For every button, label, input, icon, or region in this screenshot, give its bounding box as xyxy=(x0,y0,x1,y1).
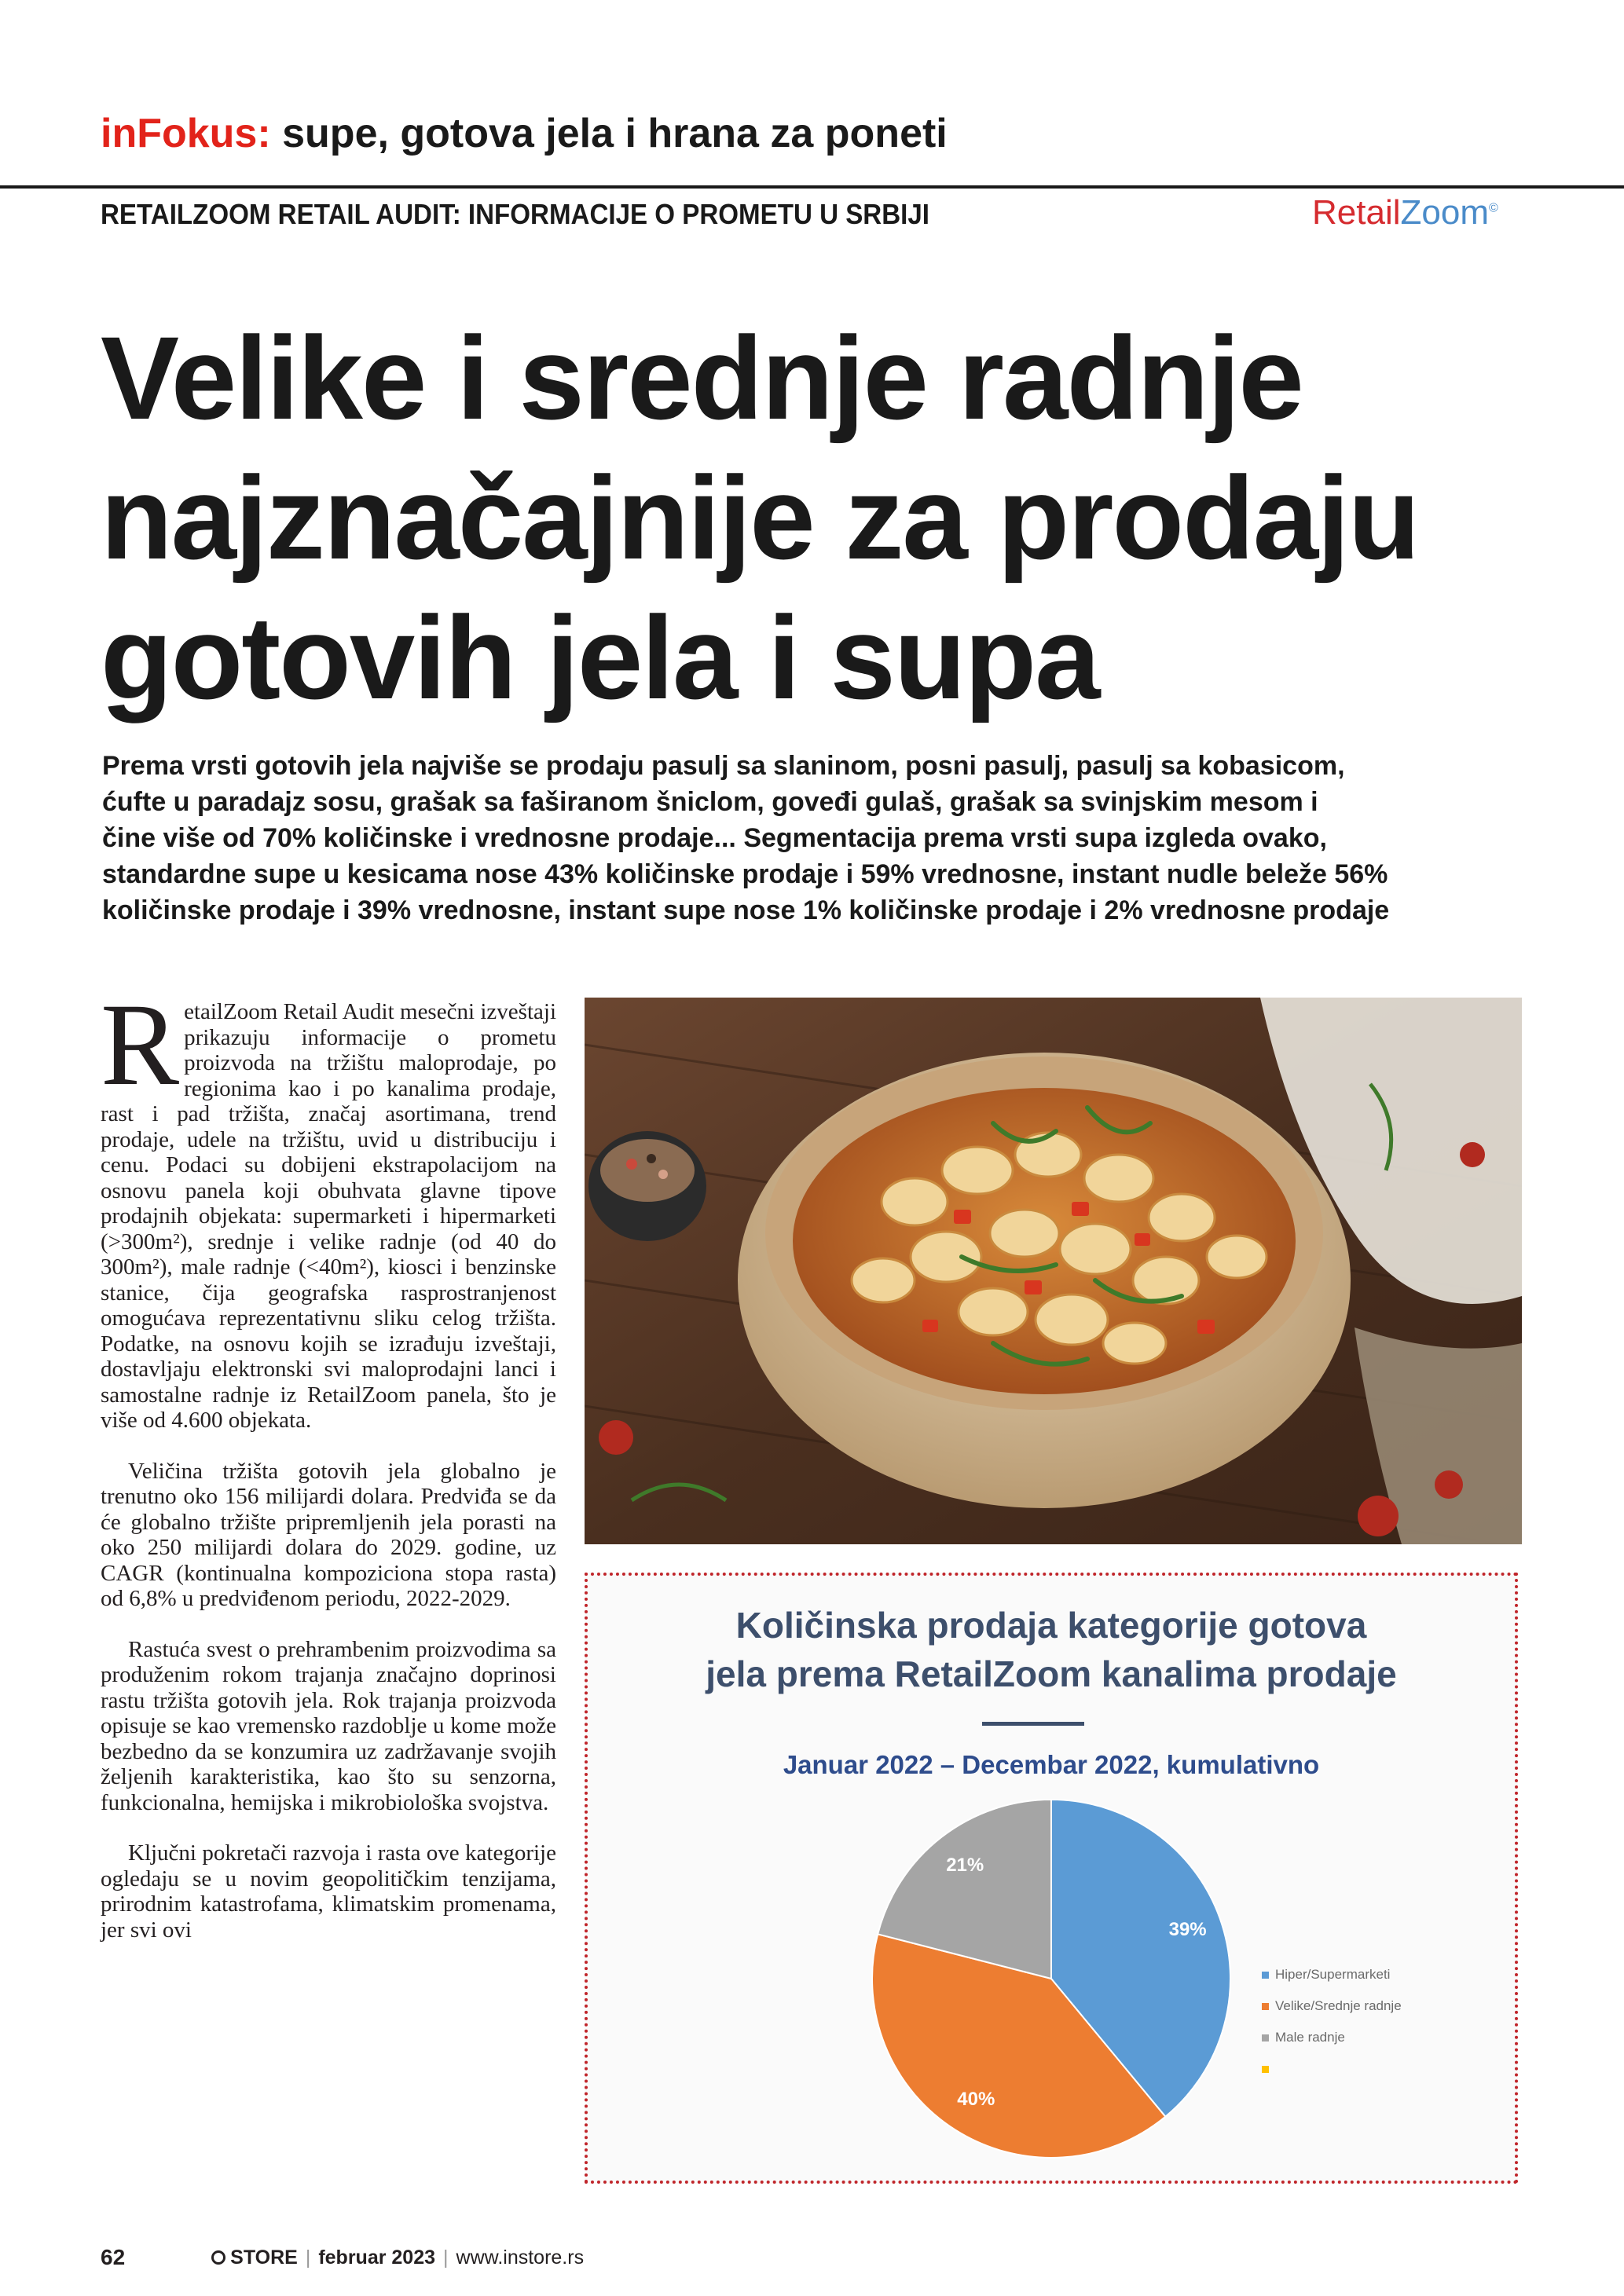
lead-line: standardne supe u kesicama nose 43% količinske prodaje i 59% vrednosne, instant nudle beleže 56% xyxy=(102,859,1388,889)
pie-slice-label: 21% xyxy=(946,1854,984,1876)
page-footer xyxy=(101,2245,584,2270)
body-column xyxy=(101,980,556,1943)
legend-swatch xyxy=(1262,2066,1269,2073)
header-rule xyxy=(0,185,1624,189)
website-link[interactable]: www.instore.rs xyxy=(456,2246,585,2269)
headline xyxy=(101,308,1562,727)
pie-slice-label: 40% xyxy=(957,2089,995,2110)
legend-swatch xyxy=(1262,1972,1269,1979)
headline-line: gotovih jela i supa xyxy=(101,591,1099,723)
kicker-topic: supe, gotova jela i hrana za poneti xyxy=(282,111,948,156)
pie-slice-label: 39% xyxy=(1168,1919,1207,1941)
legend-entry xyxy=(1262,1959,1402,1990)
legend-entry xyxy=(1262,2022,1402,2053)
lead-paragraph xyxy=(102,748,1524,928)
chart-title-line: Količinska prodaja kategorije gotova xyxy=(735,1605,1367,1646)
pie-chart-figure xyxy=(585,1573,1518,2184)
chart-title xyxy=(588,1601,1515,1698)
chart-legend xyxy=(1262,1959,1402,2085)
lead-line: čine više od 70% količinske i vrednosne prodaje... Segmentacija prema vrsti supa izgleda ovako, xyxy=(102,823,1327,853)
logo-part-zoom: Zoom xyxy=(1400,193,1489,232)
lead-line: Prema vrsti gotovih jela najviše se prodaju pasulj sa slaninom, posni pasulj, pasulj sa kobasicom, xyxy=(102,751,1345,781)
kicker-brand: inFokus: xyxy=(101,111,271,156)
drop-cap: R xyxy=(101,980,180,1110)
bean-stew-illustration xyxy=(585,998,1522,1544)
legend-entry xyxy=(1262,1990,1402,2022)
magazine-name-text: STORE xyxy=(230,2246,298,2269)
body-paragraph: Ključni pokretači razvoja i rasta ove kategorije ogledaju se u novim geopolitičkim tenzijama, prirodnim katastrofama, klimatskim promenama, jer svi ovi xyxy=(101,1840,556,1943)
legend-swatch xyxy=(1262,2003,1269,2010)
footer-separator: | xyxy=(443,2246,449,2269)
pie-label-layer xyxy=(847,1794,1256,2163)
section-kicker xyxy=(101,110,948,157)
body-paragraph xyxy=(101,980,556,1434)
logo-mark: © xyxy=(1488,201,1498,215)
logo-part-retail: Retail xyxy=(1312,193,1401,232)
footer-separator: | xyxy=(305,2246,311,2269)
page-number: 62 xyxy=(101,2245,126,2269)
legend-entry xyxy=(1262,2053,1402,2085)
body-paragraph: Veličina tržišta gotovih jela globalno je trenutno oko 156 milijardi dolara. Predviđa se da će globalno tržište pripremljenih jela porasti na oko 250 milijardi dolara do 2029. godine, uz CAGR (kontinualna kompoziciona stopa rasta) od 6,8% u predviđenom periodu, 2022-2029. xyxy=(101,1458,556,1611)
chart-title-line: jela prema RetailZoom kanalima prodaje xyxy=(706,1653,1397,1694)
legend-label: Hiper/Supermarketi xyxy=(1275,1967,1391,1982)
body-paragraph-text: etailZoom Retail Audit mesečni izveštaji prikazuju informacije o prometu proizvoda na tržištu maloprodaje, po regionima kao i po kanalima prodaje, rast i pad tržišta, značaj asortimana, trend prodaje, udele na tržištu, uvid u distribuciju i cenu. Podaci su dobijeni ekstrapolacijom na osnovu panela koji obuhvata glavne tipove prodajnih objekata: supermarketi i hipermarketi (>300m²), srednje i velike radnje (od 40 do 300m²), male radnje (<40m²), kiosci i benzinske stanice, čija geografska rasprostranjenost omogućava reprezentativnu sliku celog tržišta. Podatke, na osnovu kojih se izrađuju izveštaji, dostavljaju elektronski svi maloprodajni lanci i samostalne radnje iz RetailZoom panela, što je više od 4.600 objekata. xyxy=(101,999,556,1433)
lead-line: količinske prodaje i 39% vrednosne, instant supe nose 1% količinske prodaje i 2% vrednosne prodaje xyxy=(102,895,1390,925)
chart-subtitle: Januar 2022 – Decembar 2022, kumulativno xyxy=(783,1750,1320,1779)
body-paragraph: Rastuća svest o prehrambenim proizvodima sa produženim rokom trajanja značajno doprinosi rastu tržišta gotovih jela. Rok trajanja proizvoda opisuje se kao vremensko razdoblje u kome može bezbedno da se konzumira uz zadržavanje svojih željenih karakteristika, kao što su senzorna, funkcionalna, hemijska i mikrobiološka svojstva. xyxy=(101,1636,556,1815)
chart-title-rule xyxy=(982,1722,1084,1726)
legend-label: Velike/Srednje radnje xyxy=(1275,1998,1402,2013)
magazine-name xyxy=(211,2247,298,2269)
legend-label: Male radnje xyxy=(1275,2030,1345,2045)
retailzoom-logo xyxy=(1312,193,1498,233)
store-logo-icon xyxy=(211,2250,225,2265)
lead-line: ćufte u paradajz sosu, grašak sa faširanom šniclom, goveđi gulaš, grašak sa svinjskim mesom i xyxy=(102,787,1318,817)
food-photo xyxy=(585,998,1522,1544)
section-subhead: RETAILZOOM RETAIL AUDIT: INFORMACIJE O PROMETU U SRBIJI xyxy=(101,198,929,230)
legend-swatch xyxy=(1262,2034,1269,2041)
issue-date: februar 2023 xyxy=(318,2246,436,2269)
headline-line: najznačajnije za prodaju xyxy=(101,452,1419,584)
headline-line: Velike i srednje radnje xyxy=(101,312,1303,444)
